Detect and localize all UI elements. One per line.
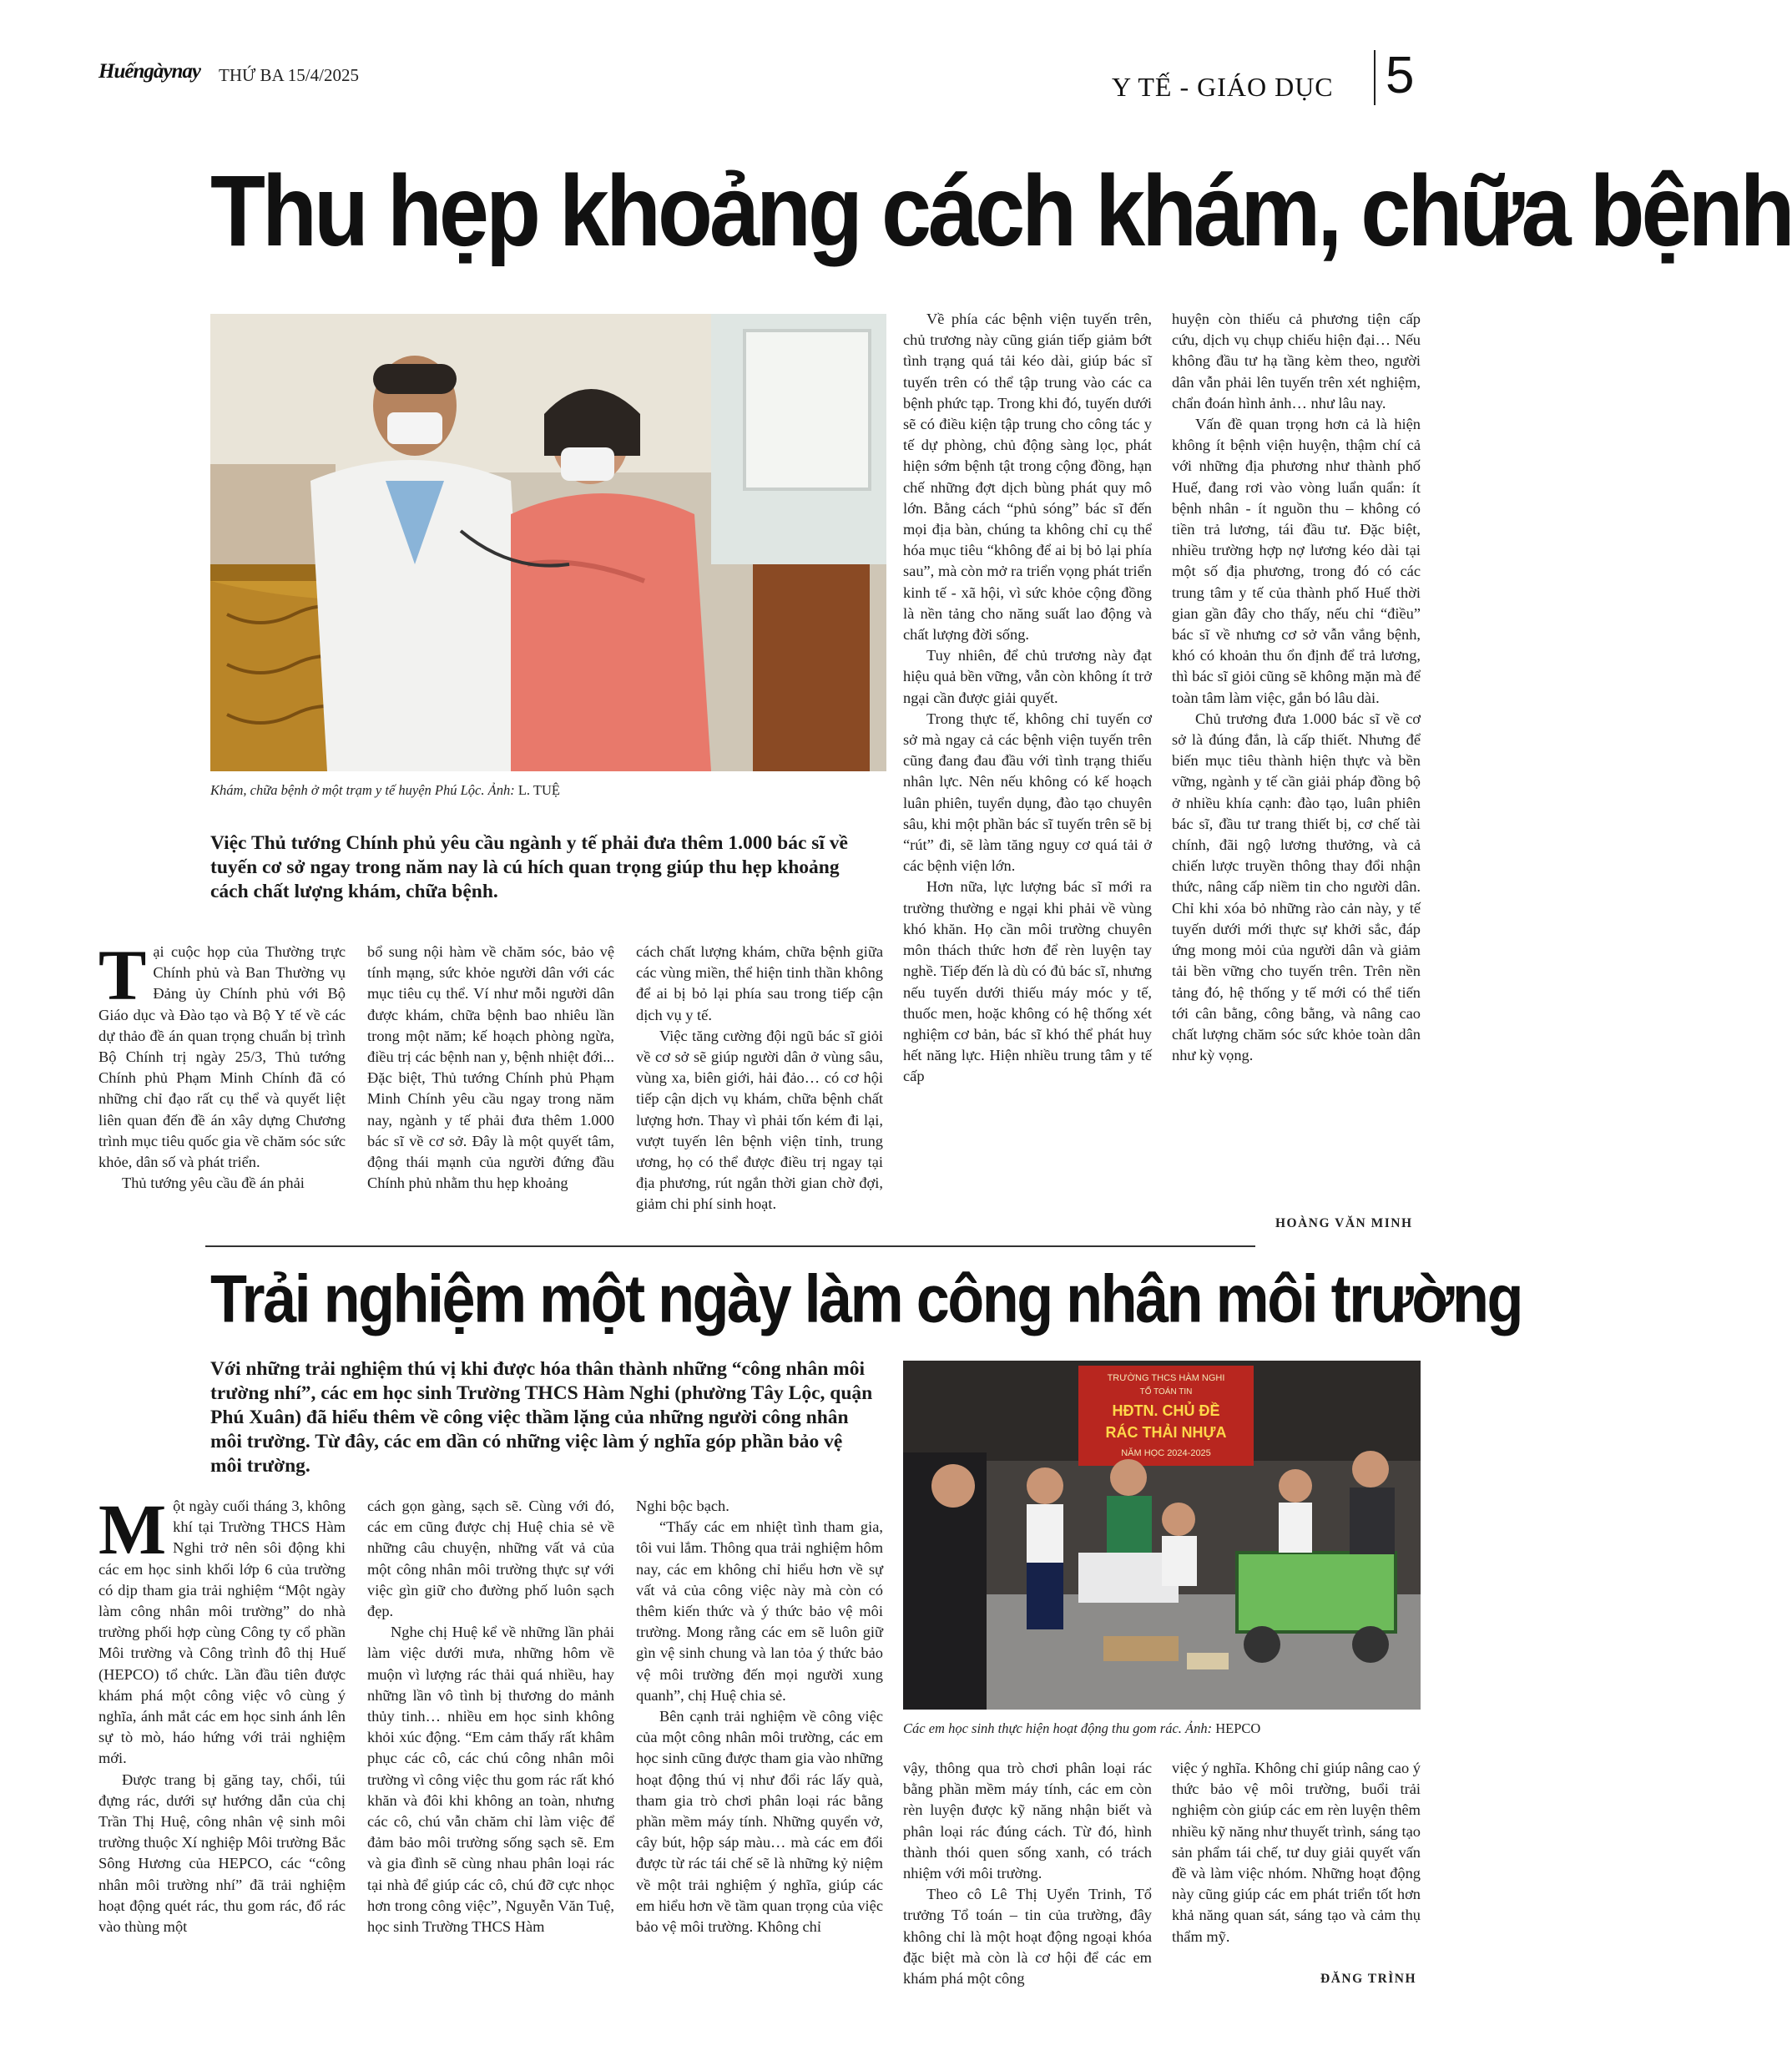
article2-col-1 bbox=[98, 1489, 346, 1937]
article2-col5-p1: việc ý nghĩa. Không chỉ giúp nâng cao ý thức bảo vệ môi trường, buổi trải nghiệm còn giúp các em rèn luyện thêm nhiều kỹ năng như thuyết trình, sáng tạo sản phẩm tái chế, tư duy giải quyết vấn đề và làm việc nhóm. Những hoạt động này cũng giúp các em phát triển tốt hơn khả năng quan sát, sáng tạo và cảm thụ thẩm mỹ. bbox=[1172, 1760, 1421, 1945]
article1-byline: HOÀNG VĂN MINH bbox=[1275, 1216, 1413, 1230]
article2-col4-p1: vậy, thông qua trò chơi phân loại rác bằng phần mềm máy tính, các em còn rèn luyện được kỹ năng nhận biết và phân loại rác đúng cách. Từ đó, hình thành thói quen sống xanh, có trách nhiệm với môi trường. bbox=[903, 1760, 1152, 1882]
article2-col-3 bbox=[636, 1496, 883, 1937]
article1-col1-p2: Thủ tướng yêu cầu đề án phải bbox=[122, 1174, 305, 1192]
article1-col4-p1: Về phía các bệnh viện tuyến trên, chủ trương này cũng gián tiếp giảm bớt tình trạng quá tải kéo dài, giúp bác sĩ tuyến trên có thể tập trung vào các ca bệnh phức tạp. Trong khi đó, tuyến dưới sẽ có điều kiện tập trung cho công tác y tế dự phòng, chủ động sàng lọc, phát hiện sớm bệnh tật trong cộng đồng, hạn chế những đợt dịch bùng phát quy mô lớn. Bằng cách “phủ sóng” bác sĩ đến mọi địa bàn, chúng ta không chỉ cụ thể hóa mục tiêu “không để ai bị bỏ lại phía sau”, mà còn mở ra triển vọng phát triển kinh tế - xã hội, vì sức khỏe cộng đồng là nền tảng cho năng suất lao động và chất lượng đời sống. bbox=[903, 311, 1152, 644]
article1-caption-text: Khám, chữa bệnh ở một trạm y tế huyện Phú Lộc. Ảnh: bbox=[210, 782, 515, 798]
article2-col2-p1: cách gọn gàng, sạch sẽ. Cùng với đó, các em cũng được chị Huệ chia sẻ về những câu chuyện, những vất vả của một công nhân môi trường thực sự với việc gìn giữ cho đường phố luôn sạch đẹp. bbox=[367, 1498, 614, 1620]
article1-col3-p1: cách chất lượng khám, chữa bệnh giữa các vùng miền, thể hiện tinh thần không để ai bị bỏ lại phía sau trong tiếp cận dịch vụ y tế. bbox=[636, 943, 883, 1023]
banner-school: TRƯỜNG THCS HÀM NGHI bbox=[1107, 1373, 1225, 1383]
article1-col-2 bbox=[367, 942, 614, 1194]
article1-col-3 bbox=[636, 942, 883, 1215]
article1-col3-p2: Việc tăng cường đội ngũ bác sĩ giỏi về cơ sở sẽ giúp người dân ở vùng sâu, vùng xa, biên giới, hải đảo… có cơ hội tiếp cận dịch vụ khám, chữa bệnh chất lượng hơn. Thay vì phải tốn kém đi lại, vượt tuyến lên bệnh viện tỉnh, trung ương, họ có thể được điều trị ngay tại địa phương, rút ngắn thời gian chờ đợi, giảm chi phí sinh hoạt. bbox=[636, 1027, 883, 1213]
article1-col2-p1: bổ sung nội hàm về chăm sóc, bảo vệ tính mạng, sức khỏe người dân với các mục tiêu cụ thể. Ví như mỗi người dân được khám, chữa bệnh bao nhiêu lần trong một năm; kế hoạch phòng ngừa, điều trị các bệnh nan y, bệnh nhiệt đới... Đặc biệt, Thủ tướng Chính phủ Phạm Minh Chính yêu cầu ngay trong năm nay, ngành y tế phải đưa thêm 1.000 bác sĩ về cơ sở. Đây là một quyết tâm, động thái mạnh của người đứng đầu Chính phủ nhằm thu hẹp khoảng bbox=[367, 943, 614, 1192]
article2-col-5 bbox=[1172, 1758, 1421, 1947]
article2-col2-p2: Nghe chị Huệ kể về những lần phải làm việc dưới mưa, những hôm về muộn vì lượng rác thải quá nhiều, hay những lần vô tình bị thương do mảnh thủy tinh… nhiều em học sinh không khỏi xúc động. “Em cảm thấy rất khâm phục các cô, các chú công nhân môi trường vì công việc thu gom rác rất khó khăn và đôi khi không an toàn, nhưng các cô, chú vẫn chăm chỉ làm việc để đảm bảo môi trường sống sạch sẽ. Em và gia đình sẽ cùng nhau phân loại rác tại nhà để giúp các cô, chú đỡ cực nhọc hơn trong công việc”, Nguyễn Văn Tuệ, học sinh Trường THCS Hàm bbox=[367, 1624, 614, 1936]
article1-col-1 bbox=[98, 935, 346, 1194]
article1-dropcap: T bbox=[98, 935, 147, 1015]
article1-col5-p2: Vấn đề quan trọng hơn cả là hiện không ít bệnh viện huyện, thậm chí cả với những địa phương như thành phố Huế, đang rơi vào vòng luẩn quẩn: ít bệnh nhân - ít nguồn thu – không có tiền trả lương, tái đầu tư. Đặc biệt, nhiều trường hợp nợ lương kéo dài tại một số địa phương, trong đó có các trung tâm y tế của thành phố Huế thời gian gần đây cho thấy, nếu chỉ “điều” bác sĩ về nhưng cơ sở vẫn vắng bệnh, khó có khoản thu ổn định để trả lương, thì bác sĩ giỏi cũng sẽ không mặn mà để toàn tâm làm việc, gắn bó lâu dài. bbox=[1172, 416, 1421, 706]
header-date: THỨ BA 15/4/2025 bbox=[219, 65, 359, 85]
article1-caption-credit: L. TUỆ bbox=[517, 782, 560, 798]
article2-photo-caption bbox=[903, 1720, 1429, 1738]
article1-col1-p1: ại cuộc họp của Thường trực Chính phủ và Ban Thường vụ Đảng ủy Chính phủ với Bộ Giáo dục và Đào tạo và Bộ Y tế về các dự thảo đề án quan trọng chuẩn bị trình Bộ Chính trị ngày 25/3, Thủ tướng Chính phủ Phạm Minh Chính đã có những chỉ đạo rất cụ thể và quyết liệt liên quan đến đề án xây dựng Chương trình mục tiêu quốc gia về chăm sóc sức khỏe, dân số và phát triển. bbox=[98, 943, 346, 1171]
article2-byline: ĐĂNG TRÌNH bbox=[1320, 1972, 1417, 1986]
banner-subject: RÁC THẢI NHỰA bbox=[1105, 1424, 1227, 1441]
article1-col5-p1: huyện còn thiếu cả phương tiện cấp cứu, dịch vụ chụp chiếu hiện đại… Nếu không đầu tư hạ tầng kèm theo, người dân vẫn phải lên tuyến trên xét nghiệm, chẩn đoán hình ảnh… như lâu nay. bbox=[1172, 311, 1421, 412]
article2-col3-p3: Bên cạnh trải nghiệm về công việc của một công nhân môi trường, các em học sinh cũng được tham gia vào những hoạt động thú vị như đổi rác lấy quà, tham gia trò chơi phân loại rác bằng phần mềm máy tính. Những quyển vở, cây bút, hộp sáp màu… mà các em đổi được từ rác tái chế sẽ là những kỷ niệm về một trải nghiệm ý nghĩa, giúp các em hiểu hơn về tầm quan trọng của việc bảo vệ môi trường. Không chỉ bbox=[636, 1708, 883, 1936]
article2-lead: Với những trải nghiệm thú vị khi được hóa thân thành những “công nhân môi trường nhí”, các em học sinh Trường THCS Hàm Nghi (phường Tây Lộc, quận Phú Xuân) đã hiểu thêm về công việc thầm lặng của những người công nhân môi trường. Từ đây, các em dần có những việc làm ý nghĩa góp phần bảo vệ môi trường. bbox=[210, 1358, 873, 1477]
article1-lead: Việc Thủ tướng Chính phủ yêu cầu ngành y tế phải đưa thêm 1.000 bác sĩ về tuyến cơ sở ngay trong năm nay là cú hích quan trọng giúp thu hẹp khoảng cách chất lượng khám, chữa bệnh. bbox=[210, 832, 848, 902]
article-divider bbox=[205, 1245, 1255, 1247]
article2-caption-credit: HEPCO bbox=[1215, 1720, 1261, 1736]
article2-col1-p1: ột ngày cuối tháng 3, không khí tại Trường THCS Hàm Nghi trở nên sôi động khi các em học sinh khối lớp 6 của trường có dịp tham gia trải nghiệm “Một ngày làm công nhân môi trường” do nhà trường phối hợp cùng Công ty cổ phần Môi trường và Công trình đô thị Huế (HEPCO) tổ chức. Lần đầu tiên được khám phá một công việc vô cùng ý nghĩa, ánh mắt các em học sinh ánh lên sự tò mò, háo hứng với trải nghiệm mới. bbox=[98, 1498, 346, 1767]
header-divider bbox=[1374, 50, 1376, 105]
article2-col4-p2: Theo cô Lê Thị Uyển Trinh, Tổ trưởng Tổ toán – tin của trường, đây không chỉ là một hoạt động ngoại khóa đặc biệt mà còn là cơ hội để các em khám phá một công bbox=[903, 1886, 1152, 1988]
banner-topic: HĐTN. CHỦ ĐỀ bbox=[1112, 1402, 1220, 1419]
article1-photo-caption bbox=[210, 781, 895, 800]
article2-caption-text: Các em học sinh thực hiện hoạt động thu gom rác. Ảnh: bbox=[903, 1720, 1213, 1736]
article2-col1-p2: Được trang bị găng tay, chổi, túi đựng rác, dưới sự hướng dẫn của chị Trần Thị Huệ, công nhân vệ sinh môi trường thuộc Xí nghiệp Môi trường Bắc Sông Hương của HEPCO, các “công nhân môi trường nhí” đã trải nghiệm hoạt động quét rác, thu gom rác, đổ rác vào thùng một bbox=[98, 1770, 346, 1936]
article2-col-2 bbox=[367, 1496, 614, 1937]
article1-col4-p2: Tuy nhiên, để chủ trương này đạt hiệu quả bền vững, vẫn còn không ít trở ngại cần được giải quyết. bbox=[903, 647, 1152, 706]
article1-col5-p3: Chủ trương đưa 1.000 bác sĩ về cơ sở là đúng đắn, là cấp thiết. Nhưng để biến mục tiêu thành hiện thực và bền vững, ngành y tế cần giải pháp đồng bộ ở nhiều khía cạnh: đào tạo, luân phiên bác sĩ, đầu tư trang thiết bị, cơ chế tài chính, đãi ngộ lương thưởng, và cả chiến lược truyền thông thay đổi nhận thức, nâng cấp niềm tin cho người dân. Chỉ khi xóa bỏ những rào cản này, y tế tuyến dưới mới thực sự khởi sắc, đáp ứng mong mỏi của người dân và giảm tải bền vững cho tuyến trên. Trên nền tảng đó, hệ thống y tế mới có thể tiến tới cân bằng, công bằng, và nâng cao chất lượng chăm sóc sức khỏe toàn dân như kỳ vọng. bbox=[1172, 710, 1421, 1064]
article2-col-4 bbox=[903, 1758, 1152, 1989]
section-name: Y TẾ - GIÁO DỤC bbox=[1112, 72, 1334, 102]
doctor-patient-illustration bbox=[210, 314, 886, 771]
article1-col4-p4: Hơn nữa, lực lượng bác sĩ mới ra trường thường e ngại khi phải về vùng khó khăn. Họ cần môi trường chuyên môn thách thức hơn để rèn luyện tay nghề. Tiếp đến là dù có đủ bác sĩ, nhưng nếu tuyến dưới thiếu máy móc y tế, thuốc men, hoặc không có hệ thống xét nghiệm cơ bản, bác sĩ khó thể phát huy hết năng lực. Hiện nhiều trung tâm y tế cấp bbox=[903, 878, 1152, 1085]
article2-headline: Trải nghiệm một ngày làm công nhân môi trường bbox=[210, 1261, 1522, 1337]
article1-col-4 bbox=[903, 309, 1152, 1088]
banner-year: NĂM HỌC 2024-2025 bbox=[1121, 1448, 1211, 1458]
masthead-logo: Huếngàynay bbox=[98, 60, 200, 83]
article2-dropcap: M bbox=[98, 1489, 167, 1569]
banner-team: TỔ TOÁN TIN bbox=[1139, 1387, 1193, 1397]
article1-col4-p3: Trong thực tế, không chỉ tuyến cơ sở mà ngay cả các bệnh viện tuyến trên cũng đang đau đầu với tình trạng thiếu nhân lực. Nên nếu không có kế hoạch luân phiên, tuyển dụng, đào tạo chuyên sâu, khi một phần bác sĩ tuyến trên sẽ bị “rút” đi, sẽ làm tăng nguy cơ quá tải ở các bệnh viện lớn. bbox=[903, 710, 1152, 875]
article2-photo bbox=[903, 1361, 1421, 1710]
article1-photo bbox=[210, 314, 886, 771]
students-collecting-trash-illustration bbox=[903, 1361, 1421, 1710]
article2-col3-p1: Nghi bộc bạch. bbox=[636, 1498, 729, 1514]
article1-col-5 bbox=[1172, 309, 1421, 1066]
page-number: 5 bbox=[1386, 47, 1415, 104]
article2-col3-p2: “Thấy các em nhiệt tình tham gia, tôi vui lắm. Thông qua trải nghiệm hôm nay, các em không chỉ hiểu hơn về sự vất vả của công việc này mà còn có thêm kiến thức và ý thức bảo vệ môi trường. Mong rằng các em sẽ luôn giữ gìn vệ sinh chung và lan tỏa ý thức bảo vệ môi trường đến mọi người xung quanh”, chị Huệ chia sẻ. bbox=[636, 1518, 883, 1704]
article1-headline: Thu hẹp khoảng cách khám, chữa bệnh bbox=[210, 154, 1792, 267]
